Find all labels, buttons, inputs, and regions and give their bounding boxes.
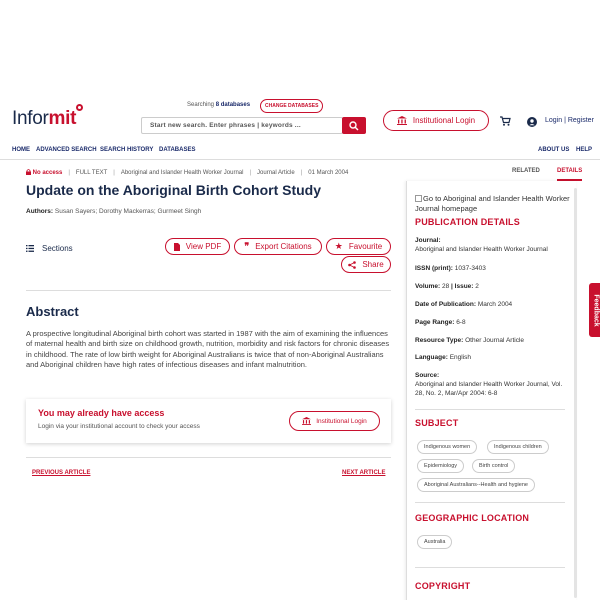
feedback-label: Feedback [592,293,600,327]
separator: | [68,169,70,176]
detail-value: 6-8 [456,319,466,326]
detail-volume [415,282,570,291]
separator: | [451,283,453,290]
tab-details[interactable]: DETAILS [557,168,582,181]
separator: | [113,169,115,176]
authors-list[interactable]: Susan Sayers; Dorothy Mackerras; Gurmeet Singh [54,208,202,215]
subject-chip[interactable]: Epidemiology [417,459,464,473]
abstract-text: A prospective longitudinal Aboriginal birth cohort was started in 1987 with the aim of examining the influences of maternal health and birth size on childhood growth, nutrition, morbidity and risk factors for chronic diseases in childhood. The rate of low birth weight for Aboriginal Australians is twice that of non-Aboriginal Australians and Aboriginal children have high rates of infectious diseases and infant malnutrition. [26,329,390,369]
journal-homepage-image-link[interactable] [415,194,570,214]
cart-icon[interactable] [500,113,511,131]
tab-related[interactable]: RELATED [512,168,540,174]
logo-dot-icon [76,104,83,111]
publication-details-heading: PUBLICATION DETAILS [415,217,520,227]
detail-resource-type [415,336,570,345]
view-pdf-button[interactable] [165,238,230,255]
export-citations-label: Export Citations [255,242,312,251]
informit-logo[interactable] [12,108,76,130]
article-type: Journal Article [257,169,295,176]
detail-journal [415,236,570,254]
authors-label: Authors: [26,208,54,215]
searching-label: Searching [187,102,215,108]
share-icon [348,261,356,269]
databases-count: 8 databases [215,102,251,108]
divider [415,409,565,410]
separator: | [300,169,303,176]
detail-label: Issue: [454,283,474,290]
authors [26,208,201,215]
star-icon: ★ [334,241,343,251]
search-icon [349,121,359,131]
previous-article-link[interactable]: PREVIOUS ARTICLE [32,470,91,476]
separator: | [249,169,252,176]
sections-toggle[interactable] [26,244,73,253]
search-button[interactable] [342,117,366,134]
subject-chip[interactable]: Aboriginal Australians--Health and hygiene [417,478,535,492]
share-button[interactable] [341,256,391,273]
detail-value: March 2004 [477,301,513,308]
institutional-login-label: Institutional Login [412,116,476,125]
nav-search-history[interactable]: SEARCH HISTORY [100,147,154,153]
logo-text-part1: Infor [12,108,49,129]
export-citations-button[interactable] [234,238,322,255]
nav-databases[interactable]: DATABASES [159,147,196,153]
detail-value: Aboriginal and Islander Health Worker Journal, Vol. 28, No. 2, Mar/Apr 2004: 6-8 [415,381,563,397]
geo-chip[interactable]: Australia [417,535,452,549]
detail-label: Language: [415,354,448,361]
divider [26,290,391,291]
detail-pubdate [415,300,570,309]
breadcrumb [26,169,348,176]
no-access-badge [26,169,62,176]
search-input[interactable]: Start new search. Enter phrases | keywords ... [141,117,343,134]
full-text-label: FULL TEXT [75,169,108,176]
detail-label: Volume: [415,283,441,290]
view-pdf-label: View PDF [185,242,222,251]
divider [415,567,565,568]
institutional-login-button[interactable] [383,110,489,131]
feedback-tab[interactable] [589,283,600,337]
user-icon[interactable] [527,114,537,132]
no-access-label: No access [32,170,63,176]
subject-chip[interactable]: Indigenous women [417,440,477,454]
detail-value: 28 [441,283,450,290]
list-icon [26,245,34,252]
divider [26,457,391,458]
subject-chip[interactable]: Indigenous children [487,440,549,454]
divider [415,502,565,503]
access-heading: You may already have access [38,408,165,418]
subject-chip[interactable]: Birth control [472,459,515,473]
change-databases-button[interactable]: CHANGE DATABASES [260,99,323,113]
favourite-label: Favourite [348,242,383,251]
searching-databases [187,102,250,108]
institution-icon [302,417,311,425]
article-title: Update on the Aboriginal Birth Cohort Study [26,182,322,198]
access-institutional-login-button[interactable] [289,411,380,431]
detail-label: Resource Type: [415,337,464,344]
detail-label: Journal: [415,237,441,244]
quote-icon: ❞ [244,241,250,251]
nav-divider [0,159,600,160]
favourite-button[interactable] [326,238,391,255]
geographic-location-heading: GEOGRAPHIC LOCATION [415,513,530,523]
detail-value: Other Journal Article [465,337,524,344]
document-icon [174,243,180,251]
detail-label: Page Range: [415,319,455,326]
detail-label: ISSN (print): [415,265,453,272]
next-article-link[interactable]: NEXT ARTICLE [342,470,386,476]
login-register-link[interactable]: Login | Register [545,117,594,124]
image-alt-text: Go to Aboriginal and Islander Health Worker Journal homepage [415,194,570,213]
nav-home[interactable]: HOME [12,147,30,153]
detail-source [415,371,570,398]
lock-icon [26,169,31,175]
access-login-label: Institutional Login [316,417,367,425]
detail-label: Date of Publication: [415,301,477,308]
detail-value: 1037-3403 [454,265,486,272]
institution-icon [397,116,407,125]
logo-text-part2: mit [48,108,77,129]
panel-scrollbar[interactable] [574,188,577,598]
nav-help[interactable]: HELP [576,147,593,153]
detail-value: 2 [475,283,479,290]
sections-label: Sections [42,244,73,253]
detail-value: English [449,354,472,361]
detail-page-range [415,318,570,327]
abstract-heading: Abstract [26,304,79,319]
access-subtext: Login via your institutional account to check your access [38,423,200,430]
nav-about-us[interactable]: ABOUT US [538,147,570,153]
article-date: 01 March 2004 [308,169,349,176]
share-label: Share [362,260,384,269]
detail-issn [415,264,570,273]
copyright-heading: COPYRIGHT [415,581,471,591]
detail-language [415,353,570,362]
nav-advanced-search[interactable]: ADVANCED SEARCH [36,147,97,153]
detail-value[interactable]: Aboriginal and Islander Health Worker Journal [415,246,548,253]
detail-label: Source: [415,372,440,379]
subject-heading: SUBJECT [415,418,459,428]
journal-link[interactable]: Aboriginal and Islander Health Worker Journal [120,169,244,176]
broken-image-icon [415,195,422,202]
